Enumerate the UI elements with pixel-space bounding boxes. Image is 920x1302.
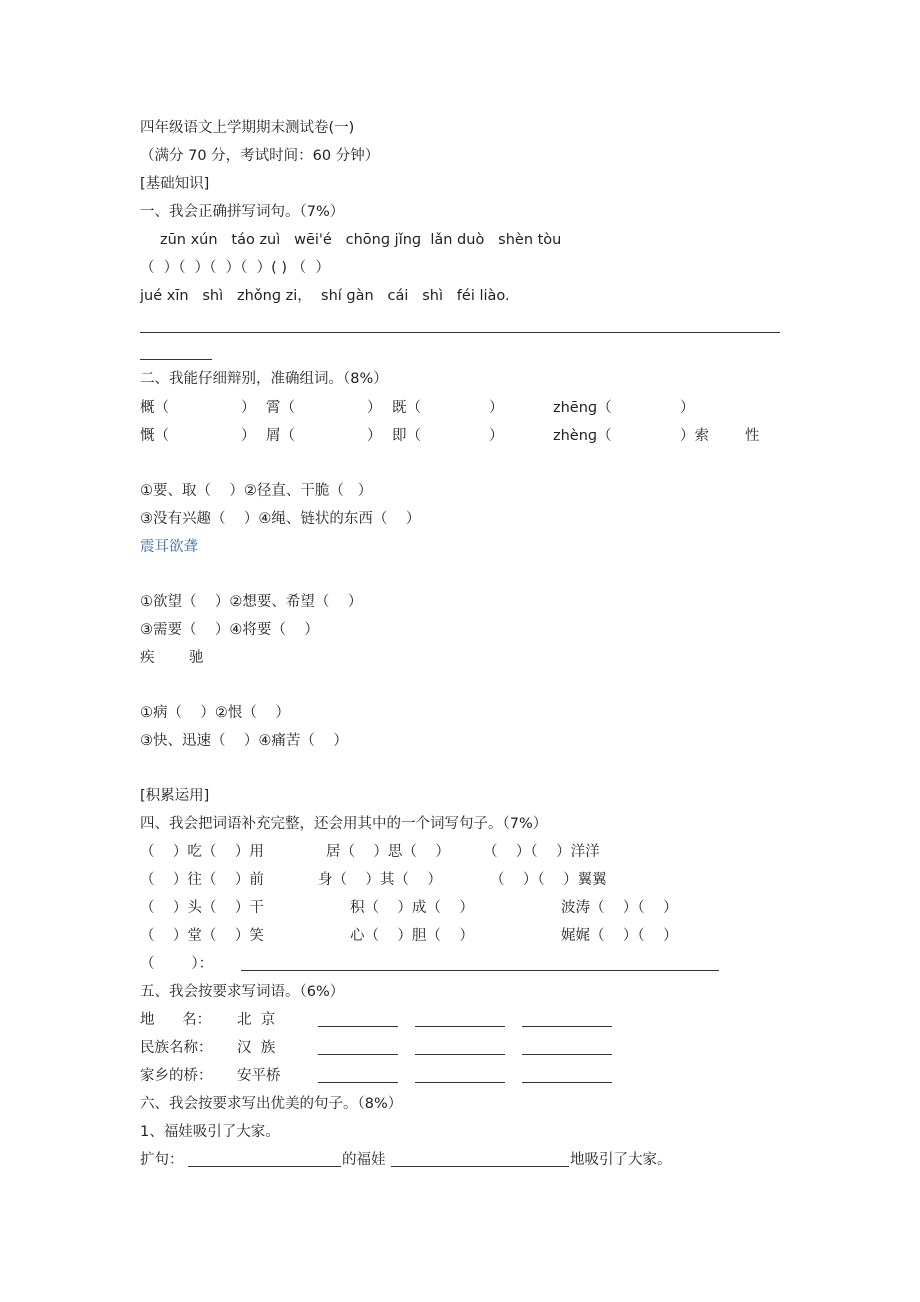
q4-r1-c: （ ）（ ）洋洋 xyxy=(483,844,600,860)
exam-info: （满分 70 分，考试时间：60 分钟） xyxy=(140,148,380,164)
q3-b-line-2: ③需要（ ）④将要（ ） xyxy=(140,622,319,638)
q5-example-ethnic: 汉 族 xyxy=(237,1040,276,1056)
q2-r2-c3: 屑（ xyxy=(266,428,295,444)
q5-place-blank-3[interactable] xyxy=(522,1026,612,1027)
q2-r2-c4: ） xyxy=(367,428,382,444)
section-basic-knowledge: [基础知识] xyxy=(140,176,210,192)
q2-r2-c2: ） xyxy=(241,428,256,444)
q5-example-place: 北 京 xyxy=(237,1012,276,1028)
q1-answer-line-cont[interactable] xyxy=(140,359,212,360)
q2-r1-c1: 概（ xyxy=(140,400,169,416)
q1-heading: 一、我会正确拼写词句。（7%） xyxy=(140,204,345,220)
q2-r1-c8: ） xyxy=(680,400,695,416)
q4-heading: 四、我会把词语补充完整，还会用其中的一个词写句子。（7%） xyxy=(140,816,548,832)
q2-r1-c2: ） xyxy=(241,400,256,416)
q6-expand-blank-1[interactable] xyxy=(188,1166,341,1167)
q3-word-chi: 驰 xyxy=(189,650,204,666)
q5-ethnic-blank-2[interactable] xyxy=(415,1054,505,1055)
q5-label-bridge: 家乡的桥： xyxy=(140,1068,213,1084)
q4-r1-a: （ ）吃（ ）用 xyxy=(140,844,264,860)
q4-sentence-label: （ ）： xyxy=(140,956,214,972)
q6-item-1: 1、福娃吸引了大家。 xyxy=(140,1124,280,1140)
q3-word-ji: 疾 xyxy=(140,650,155,666)
q1-answer-line[interactable] xyxy=(140,332,780,333)
q5-ethnic-blank-1[interactable] xyxy=(318,1054,398,1055)
q4-r2-b: 身（ ）其（ ） xyxy=(318,872,442,888)
q5-label-ethnic: 民族名称： xyxy=(140,1040,213,1056)
q5-ethnic-blank-3[interactable] xyxy=(522,1054,612,1055)
q3-c-line-1: ①病（ ）②恨（ ） xyxy=(140,705,290,721)
page-title: 四年级语文上学期期末测试卷(一) xyxy=(140,120,355,136)
q2-r2-c8: ）索 xyxy=(680,428,709,444)
q4-r3-a: （ ）头（ ）干 xyxy=(140,900,264,916)
q5-bridge-blank-2[interactable] xyxy=(415,1082,505,1083)
q5-place-blank-1[interactable] xyxy=(318,1026,398,1027)
q2-r2-c6: ） xyxy=(489,428,504,444)
q1-pinyin-sentence: jué xīn shì zhǒnɡ zi， shí ɡàn cái shì féi liào. xyxy=(140,288,510,304)
q3-a-line-1: ①要、取（ ）②径直、干脆（ ） xyxy=(140,483,373,499)
q3-b-line-1: ①欲望（ ）②想要、希望（ ） xyxy=(140,594,363,610)
q2-r2-c5: 即（ xyxy=(392,428,421,444)
q4-r3-b: 积（ ）成（ ） xyxy=(350,900,474,916)
q4-r2-a: （ ）往（ ）前 xyxy=(140,872,264,888)
q6-expand-label: 扩句： xyxy=(140,1152,184,1168)
q2-r2-c9: 性 xyxy=(745,428,760,444)
q6-expand-mid: 的福娃 xyxy=(342,1152,386,1168)
q4-r1-b: 居（ ）思（ ） xyxy=(326,844,450,860)
q2-heading: 二、我能仔细辩别，准确组词。（8%） xyxy=(140,371,388,387)
q2-r1-c5: 既（ xyxy=(392,400,421,416)
q3-idiom-link[interactable]: 震耳欲聋 xyxy=(140,539,198,555)
q4-r4-c: 娓娓（ ）（ ） xyxy=(561,928,678,944)
q5-bridge-blank-1[interactable] xyxy=(318,1082,398,1083)
q2-r2-c1: 慨（ xyxy=(140,428,169,444)
q5-heading: 五、我会按要求写词语。（6%） xyxy=(140,984,345,1000)
q4-r3-c: 波涛（ ）（ ） xyxy=(561,900,678,916)
q3-c-line-2: ③快、迅速（ ）④痛苦（ ） xyxy=(140,733,348,749)
q6-expand-end: 地吸引了大家。 xyxy=(570,1152,672,1168)
q1-answer-blanks[interactable]: （ ）（ ）（ ）（ ）( ) （ ） xyxy=(140,260,330,276)
q1-pinyin-row: zūn xún táo zuì wēi'é chōnɡ jǐnɡ lǎn duò shèn tòu xyxy=(160,232,562,248)
q6-heading: 六、我会按要求写出优美的句子。（8%） xyxy=(140,1096,403,1112)
q3-a-line-2: ③没有兴趣（ ）④绳、链状的东西（ ） xyxy=(140,511,421,527)
q4-r2-c: （ ）（ ）翼翼 xyxy=(490,872,607,888)
q2-r1-c4: ） xyxy=(367,400,382,416)
q2-r2-c7: zhènɡ（ xyxy=(553,428,612,444)
q5-label-place: 地 名： xyxy=(140,1012,212,1028)
q4-r4-b: 心（ ）胆（ ） xyxy=(350,928,474,944)
q5-place-blank-2[interactable] xyxy=(415,1026,505,1027)
q6-expand-blank-2[interactable] xyxy=(391,1166,569,1167)
q4-r4-a: （ ）堂（ ）笑 xyxy=(140,928,264,944)
q2-r1-c7: zhēnɡ（ xyxy=(553,400,612,416)
section-accumulation: [积累运用] xyxy=(140,788,210,804)
q2-r1-c6: ） xyxy=(489,400,504,416)
q2-r1-c3: 霄（ xyxy=(266,400,295,416)
q5-bridge-blank-3[interactable] xyxy=(522,1082,612,1083)
q5-example-bridge: 安平桥 xyxy=(237,1068,281,1084)
q4-sentence-line[interactable] xyxy=(241,970,719,971)
